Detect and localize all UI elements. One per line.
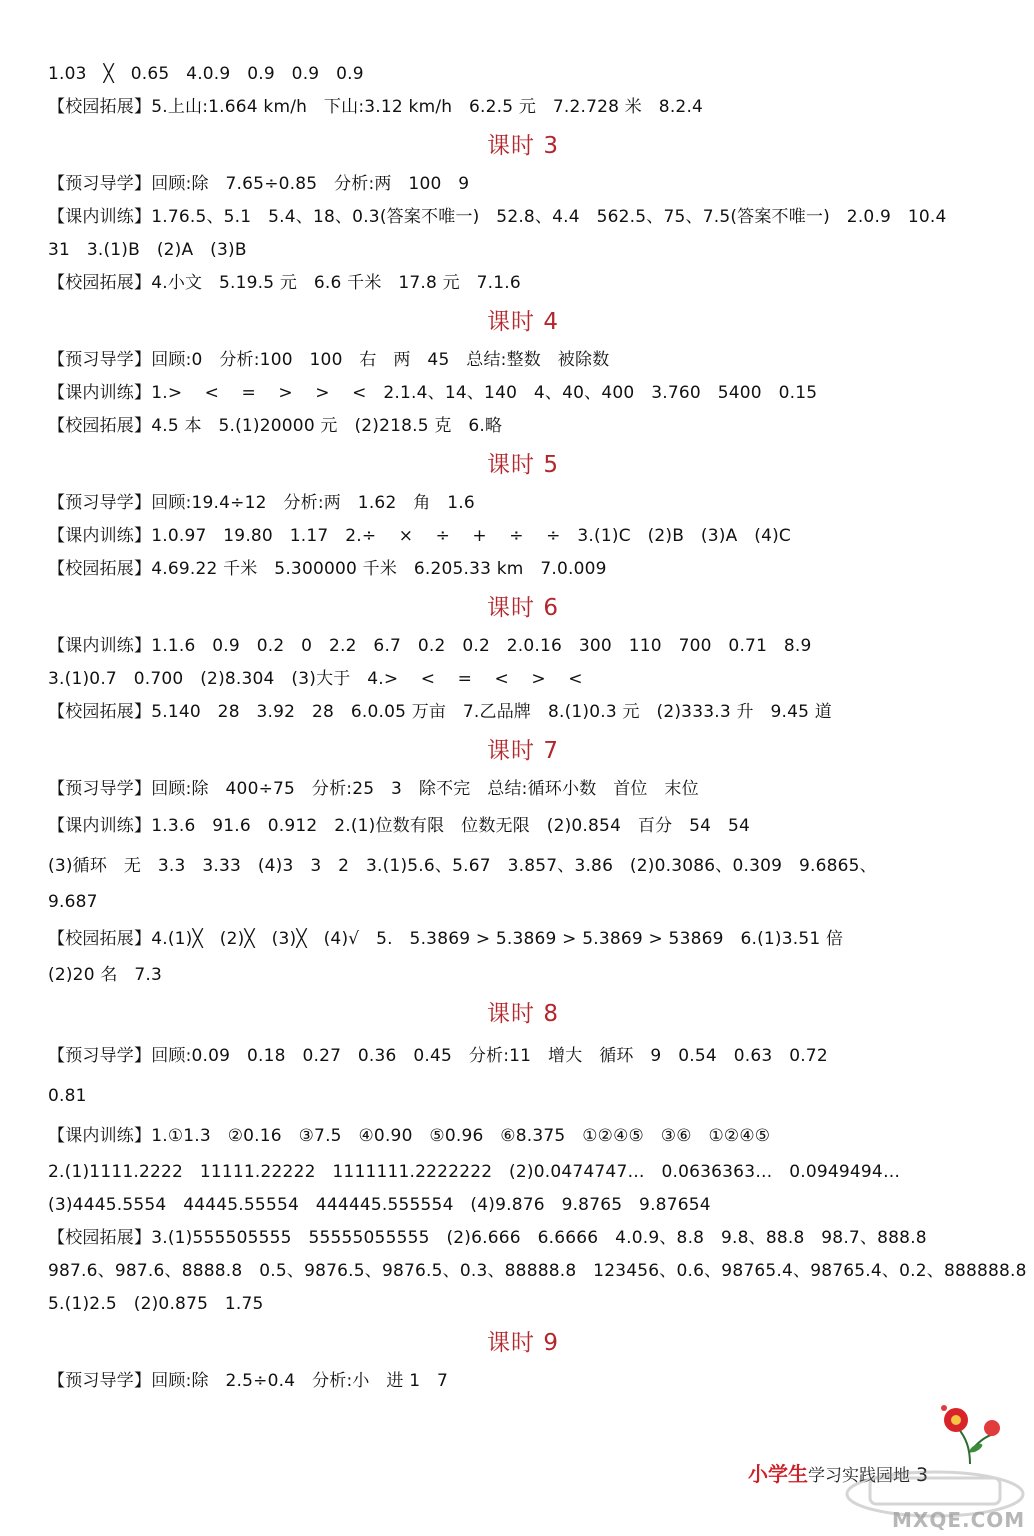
answer-line: 【校园拓展】4.69.22 千米 5.300000 千米 6.205.33 km 7.0.009 bbox=[48, 559, 607, 579]
answer-line: 【校园拓展】5.140 28 3.92 28 6.0.05 万亩 7.乙品牌 8.(1)0.3 元 (2)333.3 升 9.45 道 bbox=[48, 702, 832, 722]
watermark-text: MXQE.COM bbox=[892, 1508, 1026, 1532]
answer-line: 9.687 bbox=[48, 892, 98, 912]
answer-line: 【课内训练】1.0.97 19.80 1.17 2.÷ × ÷ + ÷ ÷ 3.(1)C (2)B (3)A (4)C bbox=[48, 526, 792, 546]
lesson-heading: 课时 8 bbox=[487, 1001, 559, 1027]
lesson-heading: 课时 7 bbox=[487, 738, 559, 764]
page-number: 3 bbox=[916, 1464, 929, 1486]
brand-subtitle: 学习实践园地 bbox=[808, 1466, 910, 1486]
answer-line: (3)循环 无 3.3 3.33 (4)3 3 2 3.(1)5.6、5.67 3.857、3.86 (2)0.3086、0.309 9.6865、 bbox=[48, 856, 877, 876]
answer-line: 1.03 ╳ 0.65 4.0.9 0.9 0.9 0.9 bbox=[48, 64, 364, 84]
answer-line: 【预习导学】回顾:0.09 0.18 0.27 0.36 0.45 分析:11 增大 循环 9 0.54 0.63 0.72 bbox=[48, 1046, 828, 1066]
answer-line: 【校园拓展】4.5 本 5.(1)20000 元 (2)218.5 克 6.略 bbox=[48, 416, 503, 436]
answer-line: (2)20 名 7.3 bbox=[48, 965, 162, 985]
answer-line: 【课内训练】1.1.6 0.9 0.2 0 2.2 6.7 0.2 0.2 2.0.16 300 110 700 0.71 8.9 bbox=[48, 636, 812, 656]
answer-line: 5.(1)2.5 (2)0.875 1.75 bbox=[48, 1294, 264, 1314]
answer-line: 987.6、987.6、8888.8 0.5、9876.5、9876.5、0.3、88888.8 123456、0.6、98765.4、98765.4、0.2、888888.8 bbox=[48, 1261, 1027, 1281]
lesson-heading: 课时 3 bbox=[487, 133, 559, 159]
answer-line: 【课内训练】1.76.5、5.1 5.4、18、0.3(答案不唯一) 52.8、4.4 562.5、75、7.5(答案不唯一) 2.0.9 10.4 bbox=[48, 207, 947, 227]
answer-line: 【预习导学】回顾:0 分析:100 100 右 两 45 总结:整数 被除数 bbox=[48, 350, 610, 370]
answer-line: 【预习导学】回顾:除 2.5÷0.4 分析:小 进 1 7 bbox=[48, 1371, 449, 1391]
answer-line: 【预习导学】回顾:除 400÷75 分析:25 3 除不完 总结:循环小数 首位 末位 bbox=[48, 779, 699, 799]
answer-line: (3)4445.5554 44445.55554 444445.555554 (4)9.876 9.8765 9.87654 bbox=[48, 1195, 711, 1215]
lesson-heading: 课时 5 bbox=[487, 452, 559, 478]
answer-line: 【校园拓展】3.(1)555505555 55555055555 (2)6.666 6.6666 4.0.9、8.8 9.8、88.8 98.7、888.8 bbox=[48, 1228, 927, 1248]
flower-logo-icon bbox=[936, 1404, 1006, 1466]
answer-line: 31 3.(1)B (2)A (3)B bbox=[48, 240, 247, 260]
answer-line: 2.(1)1111.2222 11111.22222 1111111.2222222 (2)0.0474747… 0.0636363… 0.0949494… bbox=[48, 1162, 901, 1182]
lesson-heading: 课时 9 bbox=[487, 1330, 559, 1356]
brand-title: 小学生 bbox=[748, 1462, 808, 1486]
answer-line: 【校园拓展】5.上山:1.664 km/h 下山:3.12 km/h 6.2.5 元 7.2.728 米 8.2.4 bbox=[48, 97, 704, 117]
answer-line: 【课内训练】1.3.6 91.6 0.912 2.(1)位数有限 位数无限 (2)0.854 百分 54 54 bbox=[48, 816, 750, 836]
lesson-heading: 课时 6 bbox=[487, 595, 559, 621]
answer-line: 【校园拓展】4.(1)╳ (2)╳ (3)╳ (4)√ 5. 5.3869 > 5.3869 > 5.3869 > 53869 6.(1)3.51 倍 bbox=[48, 929, 844, 949]
answer-line: 【课内训练】1.①1.3 ②0.16 ③7.5 ④0.90 ⑤0.96 ⑥8.375 ①②④⑤ ③⑥ ①②④⑤ bbox=[48, 1126, 771, 1146]
answer-line: 【预习导学】回顾:除 7.65÷0.85 分析:两 100 9 bbox=[48, 174, 470, 194]
answer-line: 【预习导学】回顾:19.4÷12 分析:两 1.62 角 1.6 bbox=[48, 493, 475, 513]
answer-line: 3.(1)0.7 0.700 (2)8.304 (3)大于 4.> < = < > < bbox=[48, 669, 583, 689]
answer-line: 【校园拓展】4.小文 5.19.5 元 6.6 千米 17.8 元 7.1.6 bbox=[48, 273, 521, 293]
answer-line: 0.81 bbox=[48, 1086, 87, 1106]
answer-line: 【课内训练】1.> < = > > < 2.1.4、14、140 4、40、400 3.760 5400 0.15 bbox=[48, 383, 818, 403]
lesson-heading: 课时 4 bbox=[487, 309, 559, 335]
answer-page bbox=[48, 58, 1027, 1398]
